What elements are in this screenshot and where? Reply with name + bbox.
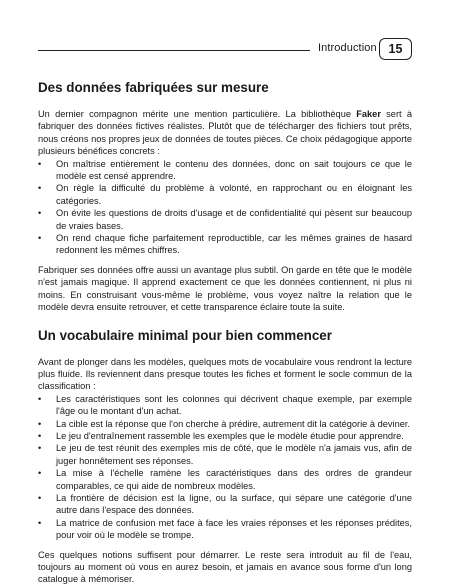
list-item-text: La matrice de confusion met face à face les vraies réponses et les réponses prédites, pour voir où le modèle se trompe. [56,517,412,541]
list-item-text: On rend chaque fiche parfaitement reproductible, car les mêmes graines de hasard redonnent les mêmes chiffres. [56,233,412,256]
bullet-icon: • [38,430,42,441]
list-item [38,232,412,257]
header-rule [38,50,310,51]
bullet-icon: • [38,517,42,528]
paragraph: Ces quelques notions suffisent pour démarrer. Le reste sera introduit au fil de l'eau, toujours au moment où vous en aurez besoin, et jamais en avance sous forme d'un long catalogue à mémoriser. [38,549,412,585]
list-item [38,207,412,232]
list-item-text: Le jeu de test réunit des exemples mis de côté, que le modèle n'a jamais vus, afin de juger honnêtement ses réponses. [56,443,412,466]
list-item-text: La mise à l'échelle ramène les caractéristiques dans des ordres de grandeur comparables, ce qui aide de nombreux modèles. [56,468,412,491]
list-item-text: On évite les questions de droits d'usage et de confidentialité qui pèsent sur beaucoup de vraies bases. [56,208,412,231]
running-header [38,38,412,62]
paragraph-text: Un dernier compagnon mérite une mention particulière. La bibliothèque [38,109,357,119]
list-item [38,467,412,492]
list-item [38,442,412,467]
list-item [38,418,412,430]
library-name: Faker [356,109,381,119]
bullet-icon: • [38,208,42,219]
list-item [38,492,412,517]
bullet-icon: • [38,158,42,169]
bullet-icon: • [38,233,42,244]
list-item [38,182,412,207]
page-number: 15 [379,38,412,60]
page-body [38,80,412,586]
bullet-icon: • [38,468,42,479]
list-item-text: La frontière de décision est la ligne, ou la surface, qui sépare une catégorie d'une autre dans l'espace des données. [56,492,412,516]
list-item-text: Les caractéristiques sont les colonnes qui décrivent chaque exemple, par exemple l'âge ou le montant d'un achat. [56,393,412,417]
bullet-icon: • [38,393,42,404]
bullet-icon: • [38,492,42,503]
list-item-text: On règle la difficulté du problème à volonté, en rapprochant ou en éloignant les catégories. [56,183,412,206]
list-item [38,430,412,442]
paragraph: Avant de plonger dans les modèles, quelques mots de vocabulaire vous rendront la lecture plus fluide. Ils reviennent dans presque toutes les fiches et forment le socle commun de la classification : [38,356,412,392]
list-item [38,158,412,183]
list-item [38,517,412,542]
list-item-text: Le jeu d'entraînement rassemble les exemples que le modèle étudie pour apprendre. [56,430,404,441]
bullet-icon: • [38,418,42,429]
paragraph-text: sert à fabriquer des données fictives réalistes. Plutôt que de télécharger des fichiers tout prêts, nous créons nos propres jeux de données de toutes pièces. Ce choix pédagogique apporte plusieurs bénéfices concrets : [38,109,412,157]
bullet-list [38,393,412,542]
bullet-list [38,158,412,257]
bullet-icon: • [38,443,42,454]
list-item-text: La cible est la réponse que l'on cherche à prédire, autrement dit la catégorie à deviner. [56,418,410,429]
section-heading: Des données fabriquées sur mesure [38,80,269,95]
bullet-icon: • [38,183,42,194]
list-item-text: On maîtrise entièrement le contenu des données, donc on sait toujours ce que le modèle est censé apprendre. [56,158,412,182]
section-heading: Un vocabulaire minimal pour bien commencer [38,327,332,343]
list-item [38,393,412,418]
paragraph: Fabriquer ses données offre aussi un avantage plus subtil. On garde en tête que le modèle n'est jamais magique. Il apprend exactement ce que les données contiennent, ni plus ni moins. En construisant vous-même le problème, vous voyez naître la relation que le modèle devra ensuite retrouver, et cette transparence éclaire toute la suite. [38,264,412,313]
chapter-title: Introduction [318,42,377,54]
paragraph [38,108,412,158]
